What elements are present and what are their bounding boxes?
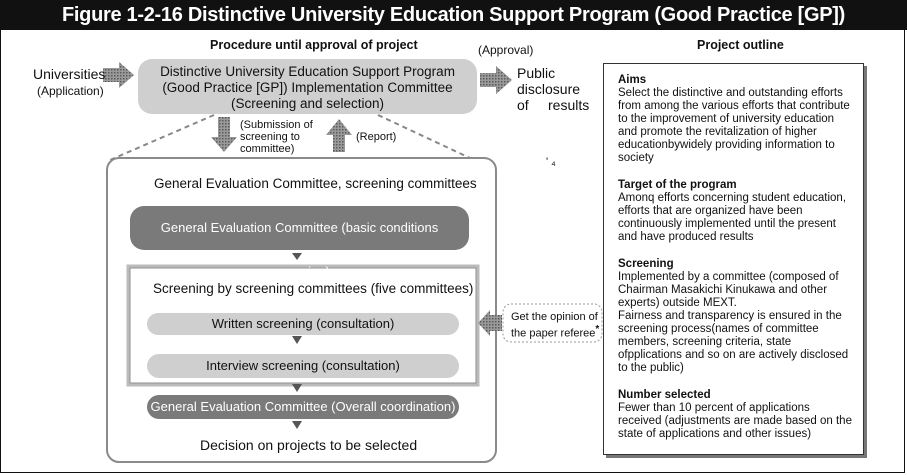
interview-screening — [147, 354, 459, 378]
interview-screening-label: Interview screening (consultation) — [206, 358, 400, 373]
paper-referee-text: the paper referee — [511, 327, 596, 340]
paper-referee-mark: * — [595, 324, 600, 335]
approval-label: (Approval) — [478, 43, 534, 57]
target-heading: Target of the program — [618, 179, 737, 191]
decision-label: Decision on projects to be selected — [200, 437, 418, 453]
implementation-committee-line-1: Distinctive University Education Support Program — [160, 64, 455, 79]
universities-label: Universities — [33, 66, 106, 82]
submission-label-line-1: (Submission of — [240, 119, 313, 131]
outline-heading: Project outline — [697, 38, 784, 52]
implementation-committee-line-2: (Good Practice [GP]) Implementation Committee — [162, 80, 453, 95]
basic-conditions-label: General Evaluation Committee (basic conditions screening) — [160, 220, 439, 279]
figure-title: Figure 1-2-16 Distinctive University Education Support Program (Good Practice [GP]) — [0, 0, 907, 30]
screening-text-1: Implemented by a committee (composed of Chairman Masakichi Kinukawa and other experts) outside MEXT. — [618, 271, 839, 309]
approval-arrow — [480, 66, 512, 94]
aims-text: Select the distinctive and outstanding efforts from among the various efforts that contribute to the improvement of university education and promote the revitalization of higher educationbywidely providing information to society — [618, 87, 850, 164]
procedure-heading: Procedure until approval of project — [210, 38, 418, 52]
written-screening — [147, 313, 459, 335]
written-screening-label: Written screening (consultation) — [211, 316, 395, 331]
application-arrow — [103, 62, 134, 88]
target-text: Amonq efforts concerning student education, efforts that are organized have been continuously implemented until the present and have produced results — [618, 192, 847, 243]
application-label: (Application) — [37, 84, 104, 98]
screening-committees-heading: Screening by screening committees (five committees) — [153, 281, 474, 296]
screening-heading: Screening — [618, 258, 674, 270]
overall-coordination — [147, 395, 459, 419]
implementation-committee-line-3: (Screening and selection) — [230, 96, 385, 111]
number-heading: Number selected — [618, 389, 711, 401]
report-label: (Report) — [356, 131, 397, 143]
public-disclosure-line-1: Public — [517, 65, 556, 81]
stray-mark: ' ₄ — [546, 156, 556, 168]
public-disclosure-line-2: disclosure — [517, 81, 581, 97]
dashed-connector-left — [110, 115, 214, 160]
paper-referee-line-1: Get the opinion of — [511, 311, 598, 323]
number-text: Fewer than 10 percent of applications received (adjustments are made based on the state of applications and other issues) — [618, 402, 852, 440]
report-arrow — [326, 119, 352, 152]
submission-label-line-3: committee) — [240, 143, 295, 155]
public-disclosure-line-4: results — [548, 97, 590, 113]
project-outline-box — [603, 63, 864, 455]
overall-coordination-label: General Evaluation Committee (Overall coordination) — [150, 399, 456, 414]
submission-label-line-2: screening to — [240, 131, 300, 143]
basic-conditions-screening — [130, 206, 469, 279]
public-disclosure-line-3: of — [517, 97, 529, 113]
submission-arrow — [211, 117, 237, 152]
general-evaluation-heading: General Evaluation Committee, screening committees — [154, 176, 477, 191]
aims-heading: Aims — [618, 74, 647, 86]
paper-referee-line-2 — [511, 324, 599, 340]
screening-text-2: Fairness and transparency is ensured in the screening process(names of committee members, screening criteria, state ofpplications and so on are actively disclosed to the public) — [618, 310, 849, 374]
